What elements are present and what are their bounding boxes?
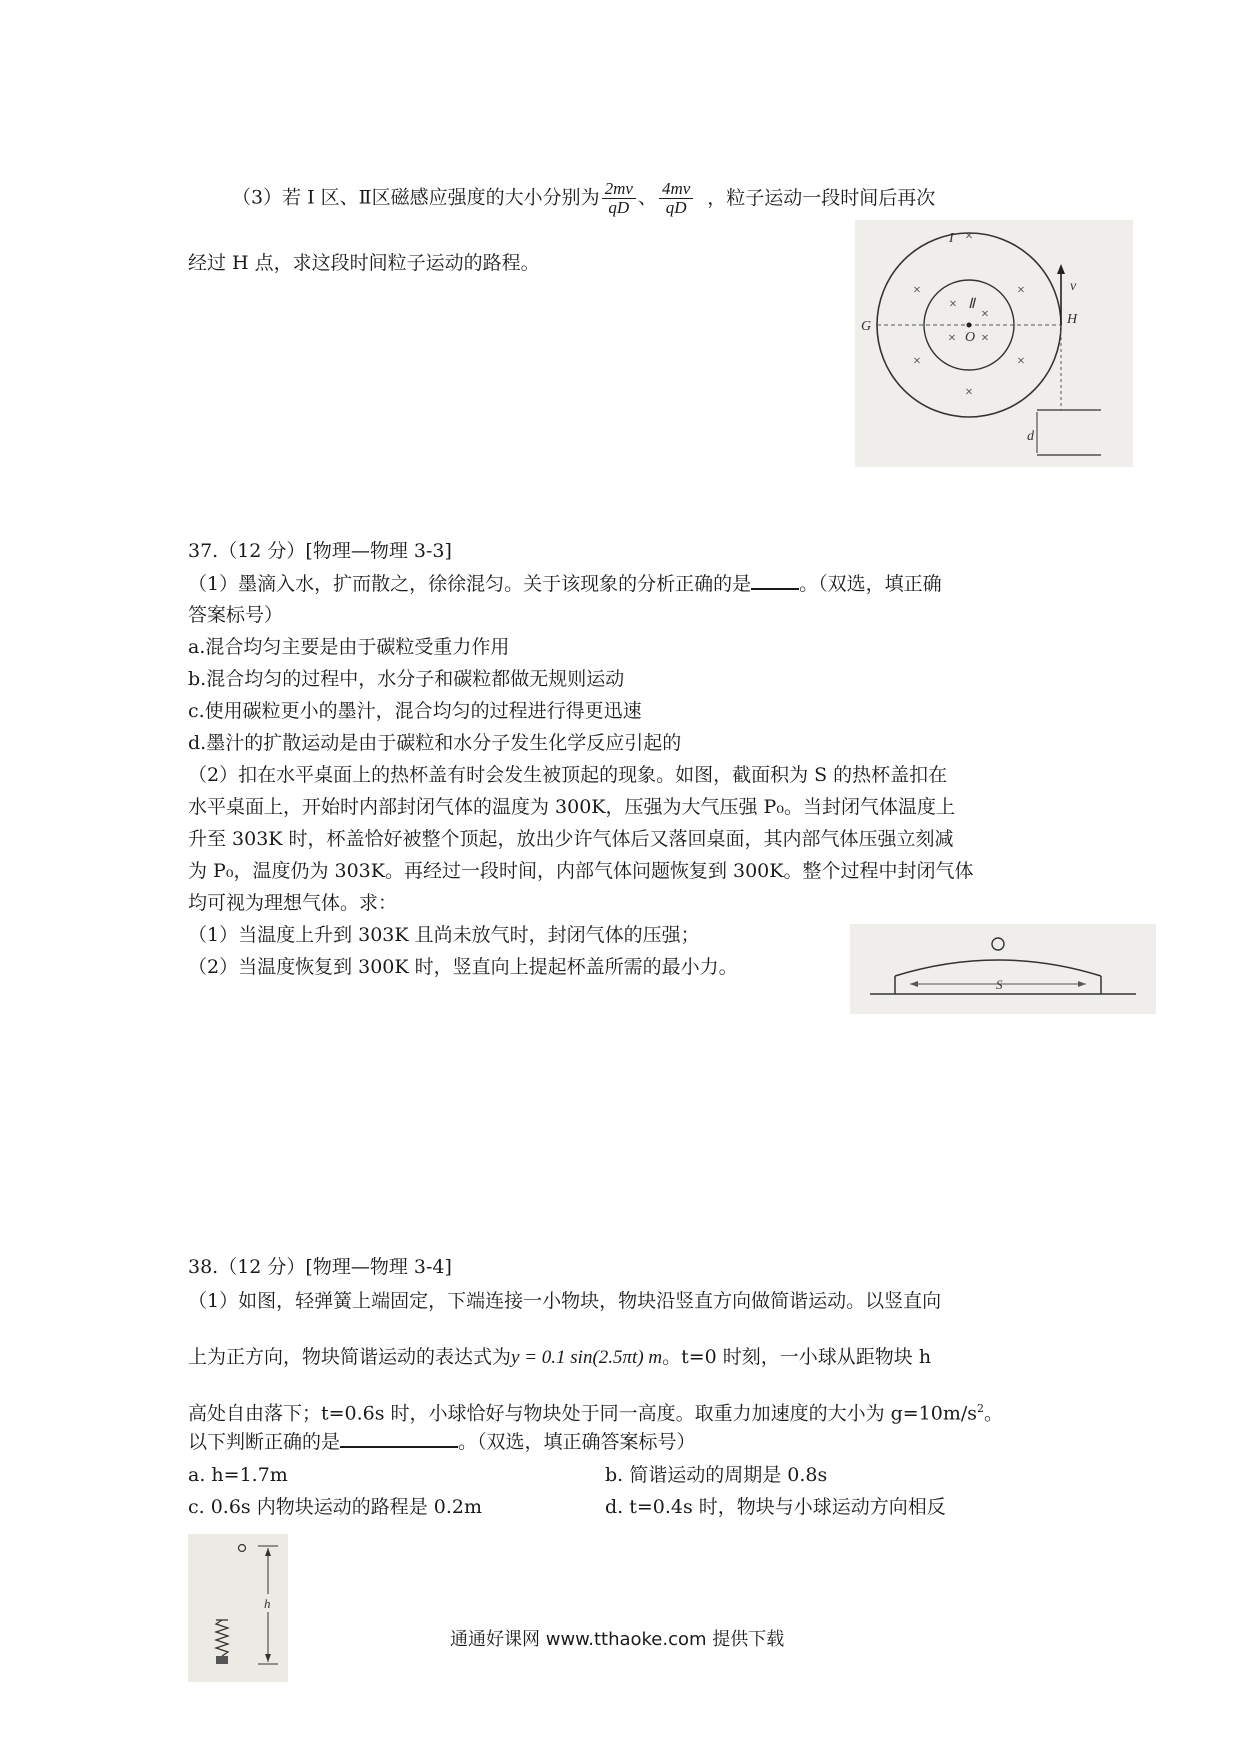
region-1-label: I bbox=[949, 231, 954, 246]
fraction-1-denominator: qD bbox=[608, 198, 630, 217]
answer-blank[interactable] bbox=[751, 570, 799, 590]
svg-text:×: × bbox=[1017, 354, 1025, 369]
q38-line4-text: 以下判断正确的是 bbox=[188, 1431, 341, 1453]
magnetic-field-figure bbox=[855, 220, 1133, 467]
fraction-2-denominator: qD bbox=[665, 198, 687, 217]
footer-source: 通通好课网 www.tthaoke.com 提供下载 bbox=[450, 1629, 785, 1650]
svg-text:×: × bbox=[981, 331, 989, 346]
spring-diagram bbox=[188, 1534, 288, 1682]
q37-option-b: b.混合均匀的过程中，水分子和碳粒都做无规则运动 bbox=[188, 668, 625, 690]
height-h-label: h bbox=[264, 1596, 271, 1611]
q36-3-line2: 经过 H 点，求这段时间粒子运动的路程。 bbox=[188, 252, 540, 274]
q37-p2-line3: 升至 303K 时，杯盖恰好被整个顶起，放出少许气体后又落回桌面，其内部气体压强立刻减 bbox=[188, 828, 954, 850]
q36-3-suffix: ，粒子运动一段时间后再次 bbox=[707, 186, 936, 209]
answer-blank[interactable] bbox=[340, 1428, 458, 1448]
svg-text:×: × bbox=[981, 307, 989, 322]
q37-p2-line1: （2）扣在水平桌面上的热杯盖有时会发生被顶起的现象。如图，截面积为 S 的热杯盖扣在 bbox=[188, 764, 948, 786]
q38-option-b: b. 简谐运动的周期是 0.8s bbox=[605, 1464, 828, 1486]
q37-p2-line2: 水平桌面上，开始时内部封闭气体的温度为 300K，压强为大气压强 P₀。当封闭气体温度上 bbox=[188, 796, 955, 818]
q37-option-c: c.使用碳粒更小的墨汁，混合均匀的过程进行得更迅速 bbox=[188, 700, 642, 722]
q38-line3 bbox=[188, 1396, 1003, 1426]
svg-text:×: × bbox=[913, 283, 921, 298]
svg-text:×: × bbox=[948, 331, 956, 346]
fraction-2 bbox=[659, 180, 693, 217]
fraction-1 bbox=[602, 180, 636, 217]
q38-header: 38.（12 分）[物理—物理 3-4] bbox=[188, 1256, 452, 1278]
area-s-label: S bbox=[996, 977, 1003, 992]
point-h-label: H bbox=[1067, 312, 1078, 327]
svg-text:×: × bbox=[965, 229, 973, 244]
q37-header: 37.（12 分）[物理—物理 3-3] bbox=[188, 540, 452, 562]
point-g-label: G bbox=[861, 319, 872, 334]
center-label: O bbox=[965, 330, 976, 345]
svg-text:×: × bbox=[913, 354, 921, 369]
q38-line2 bbox=[188, 1344, 931, 1371]
fraction-1-numerator: 2mv bbox=[602, 180, 636, 199]
q38-option-d: d. t=0.4s 时，物块与小球运动方向相反 bbox=[605, 1496, 946, 1518]
svg-text:×: × bbox=[949, 297, 957, 312]
q37-p1-line2: 答案标号） bbox=[188, 604, 284, 626]
q37-sub2: （2）当温度恢复到 300K 时，竖直向上提起杯盖所需的最小力。 bbox=[188, 956, 738, 978]
q38-option-a: a. h=1.7m bbox=[188, 1464, 288, 1486]
q37-option-d: d.墨汁的扩散运动是由于碳粒和水分子发生化学反应引起的 bbox=[188, 732, 682, 754]
q38-line3-end: 。 bbox=[984, 1402, 1004, 1425]
svg-text:×: × bbox=[1017, 283, 1025, 298]
q38-line2-rest: 。t=0 时刻，一小球从距物块 h bbox=[662, 1346, 932, 1368]
motion-equation: y = 0.1 sin(2.5πt) m bbox=[511, 1347, 663, 1368]
region-2-label: Ⅱ bbox=[968, 297, 975, 312]
exponent: 2 bbox=[977, 1402, 985, 1415]
q38-line1: （1）如图，轻弹簧上端固定，下端连接一小物块，物块沿竖直方向做简谐运动。以竖直向 bbox=[188, 1290, 942, 1312]
gap-label: d bbox=[1027, 429, 1034, 444]
spring-figure bbox=[188, 1534, 288, 1682]
q37-p1-text: （1）墨滴入水，扩而散之，徐徐混匀。关于该现象的分析正确的是 bbox=[188, 573, 752, 595]
magnetic-field-diagram bbox=[855, 220, 1133, 467]
fraction-2-numerator: 4mv bbox=[659, 180, 693, 199]
q38-line2-text: 上为正方向，物块简谐运动的表达式为 bbox=[188, 1346, 512, 1368]
cup-lid-figure bbox=[850, 924, 1156, 1014]
q38-line4-instruction: 。（双选，填正确答案标号） bbox=[458, 1431, 696, 1453]
q37-option-a: a.混合均匀主要是由于碳粒受重力作用 bbox=[188, 636, 510, 658]
q37-p1-instruction: 。（双选，填正确 bbox=[799, 573, 942, 595]
separator: 、 bbox=[637, 186, 657, 209]
q38-line3-text: 高处自由落下；t=0.6s 时，小球恰好与物块处于同一高度。取重力加速度的大小为 g=10m/s bbox=[188, 1402, 978, 1425]
q37-p1-line1 bbox=[188, 570, 942, 597]
q36-3-prefix: （3）若 I 区、Ⅱ区磁感应强度的大小分别为 bbox=[232, 186, 600, 209]
q36-3-line1 bbox=[232, 180, 935, 217]
q37-p2-line5: 均可视为理想气体。求： bbox=[188, 892, 398, 914]
q38-option-c: c. 0.6s 内物块运动的路程是 0.2m bbox=[188, 1496, 482, 1518]
q37-sub1: （1）当温度上升到 303K 且尚未放气时，封闭气体的压强； bbox=[188, 924, 700, 946]
svg-text:×: × bbox=[965, 385, 973, 400]
velocity-label: v bbox=[1070, 279, 1077, 294]
q37-p2-line4: 为 P₀，温度仍为 303K。再经过一段时间，内部气体问题恢复到 300K。整个过程中封闭气体 bbox=[188, 860, 974, 882]
cup-lid-diagram bbox=[850, 924, 1156, 1014]
q38-line4 bbox=[188, 1428, 696, 1455]
